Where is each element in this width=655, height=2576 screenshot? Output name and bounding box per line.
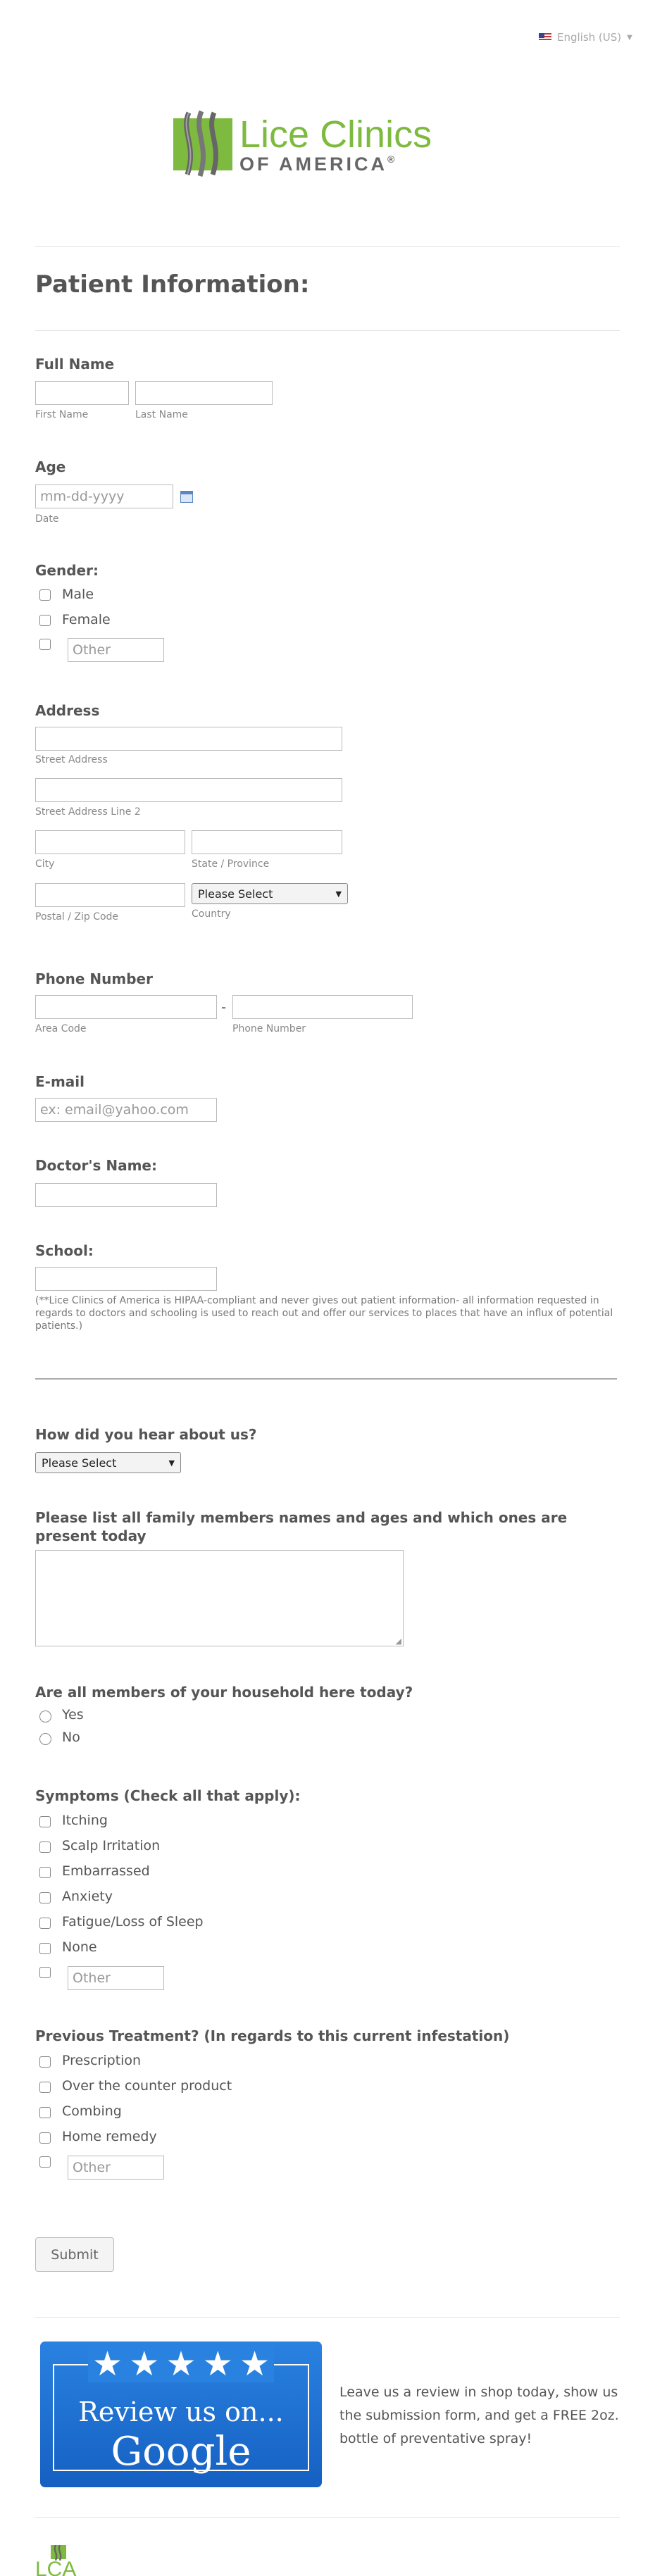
treatment-combing-checkbox[interactable] <box>39 2107 51 2118</box>
us-flag-icon <box>539 33 551 42</box>
date-input[interactable]: mm-dd-yyyy <box>35 484 173 508</box>
state-input[interactable] <box>192 830 342 854</box>
star-icon: ★ <box>239 2344 270 2384</box>
symptom-option: Scalp Irritation <box>62 1838 161 1853</box>
household-no-radio[interactable] <box>39 1733 51 1745</box>
chevron-down-icon: ▼ <box>335 889 342 899</box>
hear-select-value: Please Select <box>42 1456 117 1470</box>
chevron-down-icon: ▼ <box>168 1458 175 1468</box>
family-label: Please list all family members names and ages and which ones are present today <box>35 1509 568 1544</box>
logo-line2: OF AMERICA® <box>239 154 398 175</box>
last-name-input[interactable] <box>135 381 273 405</box>
phone-number-sublabel: Phone Number <box>232 1023 306 1034</box>
address-label: Address <box>35 702 100 719</box>
street-address-2-sublabel: Street Address Line 2 <box>35 806 141 818</box>
page-title: Patient Information: <box>35 270 310 299</box>
section-divider <box>35 1378 617 1380</box>
logo-line1: Lice Clinics <box>239 113 432 156</box>
treatment-home-remedy-checkbox[interactable] <box>39 2132 51 2144</box>
symptom-none-checkbox[interactable] <box>39 1943 51 1954</box>
phone-label: Phone Number <box>35 970 153 987</box>
star-icon: ★ <box>166 2344 196 2384</box>
hipaa-note: (**Lice Clinics of America is HIPAA-compliant and never gives out patient information- all information requested in regards to doctors and schooling is used to reach out and offer our services to places that have an influx of potential patients.) <box>35 1295 613 1332</box>
gender-label: Gender: <box>35 562 99 579</box>
phone-number-input[interactable] <box>232 995 413 1019</box>
symptoms-label: Symptoms (Check all that apply): <box>35 1787 301 1804</box>
brand-logo <box>173 110 455 180</box>
school-input[interactable] <box>35 1267 217 1291</box>
symptom-option: Embarrassed <box>62 1863 150 1879</box>
star-rating <box>88 2346 274 2382</box>
star-icon: ★ <box>202 2344 233 2384</box>
banner-text-line2: Google <box>111 2429 251 2475</box>
doctor-label: Doctor's Name: <box>35 1157 157 1174</box>
language-label: English (US) <box>557 31 622 44</box>
household-label: Are all members of your household here today? <box>35 1684 413 1701</box>
country-select[interactable] <box>192 883 348 904</box>
star-icon: ★ <box>92 2344 123 2384</box>
doctor-input[interactable] <box>35 1183 217 1207</box>
street-address-2-input[interactable] <box>35 778 342 802</box>
zip-sublabel: Postal / Zip Code <box>35 911 119 923</box>
zip-input[interactable] <box>35 883 185 907</box>
email-input[interactable]: ex: email@yahoo.com <box>35 1098 217 1122</box>
symptom-fatigue-checkbox[interactable] <box>39 1918 51 1929</box>
first-name-sublabel: First Name <box>35 409 89 420</box>
full-name-label: Full Name <box>35 356 115 373</box>
treatment-option: Home remedy <box>62 2129 157 2144</box>
street-address-sublabel: Street Address <box>35 754 108 765</box>
resize-handle-icon[interactable]: ◢ <box>395 1637 401 1646</box>
symptom-option: Itching <box>62 1813 108 1828</box>
gender-male-checkbox[interactable] <box>39 589 51 601</box>
divider <box>35 246 620 247</box>
area-code-sublabel: Area Code <box>35 1023 87 1034</box>
household-option-yes: Yes <box>62 1707 84 1722</box>
phone-dash: - <box>221 999 227 1015</box>
symptom-scalp-irritation-checkbox[interactable] <box>39 1842 51 1853</box>
treatment-option: Prescription <box>62 2053 142 2068</box>
city-sublabel: City <box>35 858 55 870</box>
school-label: School: <box>35 1242 94 1259</box>
gender-option-female: Female <box>62 612 111 627</box>
gender-option-male: Male <box>62 587 94 602</box>
country-sublabel: Country <box>192 908 231 920</box>
calendar-icon[interactable] <box>180 491 193 503</box>
date-sublabel: Date <box>35 513 59 525</box>
area-code-input[interactable] <box>35 995 217 1019</box>
treatment-other-checkbox[interactable] <box>39 2156 51 2168</box>
city-input[interactable] <box>35 830 185 854</box>
symptom-embarrassed-checkbox[interactable] <box>39 1867 51 1878</box>
symptom-anxiety-checkbox[interactable] <box>39 1892 51 1903</box>
footer-logo <box>35 2545 85 2576</box>
divider <box>35 2317 620 2318</box>
treatment-other-input[interactable]: Other <box>68 2156 164 2180</box>
treatment-option: Combing <box>62 2103 122 2119</box>
review-google-banner[interactable] <box>40 2341 322 2487</box>
symptom-other-input[interactable]: Other <box>68 1966 164 1990</box>
family-textarea[interactable] <box>35 1550 404 1646</box>
chevron-down-icon: ▼ <box>627 33 632 42</box>
age-label: Age <box>35 458 66 475</box>
treatment-option: Over the counter product <box>62 2078 232 2094</box>
treatment-prescription-checkbox[interactable] <box>39 2056 51 2068</box>
symptom-option: None <box>62 1939 97 1955</box>
language-selector[interactable] <box>539 31 632 44</box>
star-icon: ★ <box>129 2344 160 2384</box>
symptom-other-checkbox[interactable] <box>39 1967 51 1978</box>
street-address-input[interactable] <box>35 727 342 751</box>
first-name-input[interactable] <box>35 381 129 405</box>
country-select-value: Please Select <box>198 887 273 901</box>
hear-select[interactable] <box>35 1452 181 1473</box>
divider <box>35 330 620 331</box>
submit-button[interactable]: Submit <box>35 2237 114 2272</box>
gender-other-checkbox[interactable] <box>39 639 51 650</box>
state-sublabel: State / Province <box>192 858 270 870</box>
symptom-option: Fatigue/Loss of Sleep <box>62 1914 204 1930</box>
last-name-sublabel: Last Name <box>135 409 188 420</box>
review-promo-text: Leave us a review in shop today, show us the submission form, and get a FREE 2oz. bottle of preventative spray! <box>339 2384 619 2446</box>
gender-female-checkbox[interactable] <box>39 615 51 626</box>
treatment-label: Previous Treatment? (In regards to this current infestation) <box>35 2027 510 2044</box>
hear-label: How did you hear about us? <box>35 1426 257 1443</box>
footer-logo-mark-icon <box>51 2545 66 2559</box>
household-option-no: No <box>62 1730 80 1745</box>
footer-logo-text: LCA <box>35 2558 77 2576</box>
symptom-itching-checkbox[interactable] <box>39 1816 51 1827</box>
household-yes-radio[interactable] <box>39 1711 51 1722</box>
banner-text-line1: Review us on... <box>78 2396 284 2427</box>
email-label: E-mail <box>35 1073 85 1090</box>
divider <box>35 2517 620 2518</box>
treatment-otc-checkbox[interactable] <box>39 2082 51 2093</box>
gender-other-input[interactable]: Other <box>68 638 164 662</box>
symptom-option: Anxiety <box>62 1889 113 1904</box>
